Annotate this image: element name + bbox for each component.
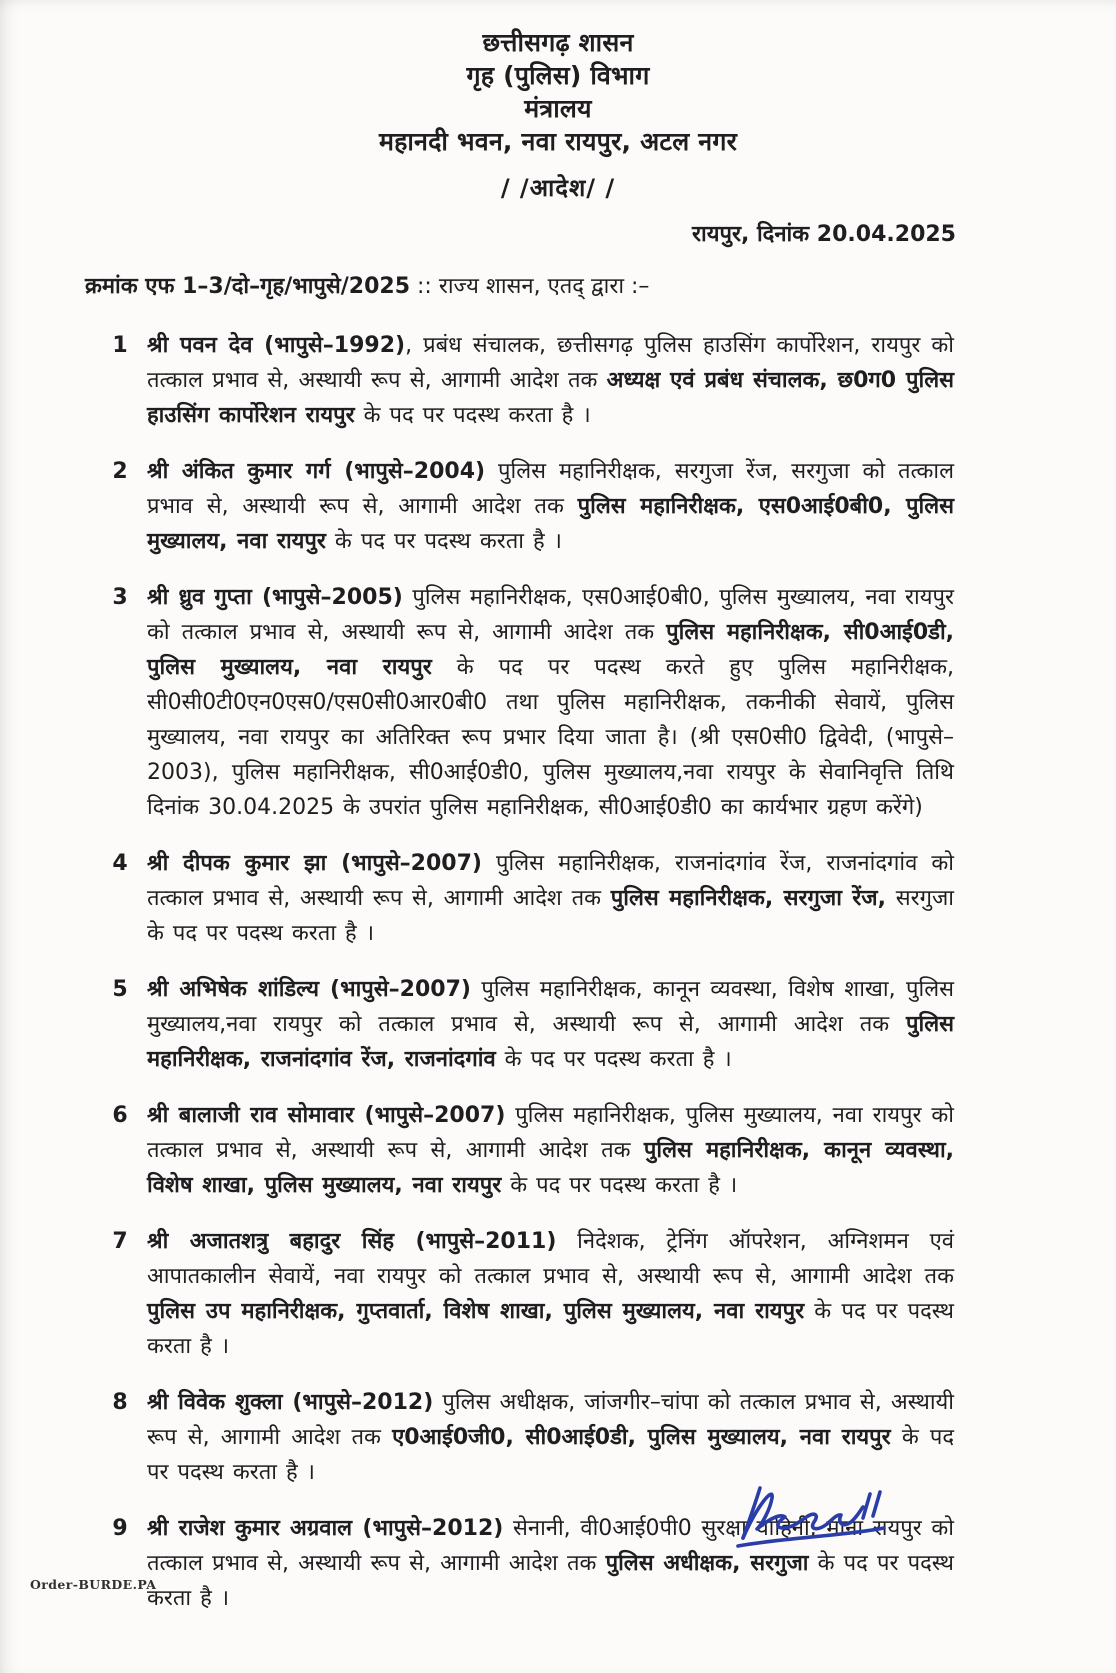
order-item-4: [0, 846, 1116, 951]
item-paragraph: [147, 454, 954, 559]
item-text: पुलिस महानिरीक्षक, राजनांदगांव रेंज, राजनांदगांव को तत्काल प्रभाव से, अस्थायी रूप से, आगामी आदेश तक: [147, 851, 954, 911]
header-ministry: मंत्रालय: [524, 94, 592, 123]
officer-name-bold: श्री बालाजी राव सोमावार (भापुसे–2007): [147, 1103, 506, 1128]
item-number: 9: [112, 1516, 128, 1541]
item-number: 7: [112, 1229, 128, 1254]
item-text-tail: के पद पर पदस्थ करते हुए पुलिस महानिरीक्षक, सी0सी0टी0एन0एस0/एस0सी0आर0बी0 तथा पुलिस महानिरीक्षक, तकनीकी सेवायें, पुलिस मुख्यालय, नवा रायपुर का अतिरिक्त रूप प्रभार दिया जाता है। (श्री एस0सी0 द्विवेदी, (भापुसे–2003), पुलिस महानिरीक्षक, सी0आई0डी0, पुलिस मुख्यालय,नवा रायपुर के सेवानिवृत्ति तिथि दिनांक 30.04.2025 के उपरांत पुलिस महानिरीक्षक, सी0आई0डी0 का कार्यभार ग्रहण करेंगे): [147, 655, 954, 820]
header-government-name: छत्तीसगढ़ शासन: [482, 28, 634, 57]
item-text: पुलिस महानिरीक्षक, पुलिस मुख्यालय, नवा रायपुर को तत्काल प्रभाव से, अस्थायी रूप से, आगामी आदेश तक: [147, 1103, 954, 1163]
order-items-list: [0, 328, 1116, 1616]
item-text: पुलिस महानिरीक्षक, सरगुजा रेंज, सरगुजा को तत्काल प्रभाव से, अस्थायी रूप से, आगामी आदेश तक: [147, 459, 954, 519]
officer-name-bold: श्री अंकित कुमार गर्ग (भापुसे–2004): [147, 459, 486, 484]
new-posting-bold: पुलिस उप महानिरीक्षक, गुप्तवार्ता, विशेष शाखा, पुलिस मुख्यालय, नवा रायपुर: [147, 1299, 805, 1324]
new-posting-bold: पुलिस महानिरीक्षक, सरगुजा रेंज,: [610, 886, 886, 911]
order-item-6: [0, 1098, 1116, 1203]
item-text: , प्रबंध संचालक, छत्तीसगढ़ पुलिस हाउसिंग कार्पोरेशन, रायपुर को तत्काल प्रभाव से, अस्थायी रूप से, आगामी आदेश तक: [147, 333, 954, 393]
new-posting-bold: ए0आई0जी0, सी0आई0डी, पुलिस मुख्यालय, नवा रायपुर: [392, 1425, 891, 1450]
order-item-3: [0, 580, 1116, 825]
item-number: 5: [112, 977, 128, 1002]
footer-file-code: Order-BURDE.PA: [30, 1577, 157, 1592]
order-title: / /आदेश/ /: [500, 174, 616, 202]
item-number: 1: [112, 333, 128, 358]
item-text: निदेशक, ट्रेनिंग ऑपरेशन, अग्निशमन एवं आपातकालीन सेवायें, नवा रायपुर को तत्काल प्रभाव से, अस्थायी रूप से, आगामी आदेश तक: [147, 1229, 954, 1289]
reference-number: क्रमांक एफ 1–3/दो–गृह/भापुसे/2025: [85, 274, 411, 299]
place-and-date: रायपुर, दिनांक 20.04.2025: [692, 222, 956, 247]
order-item-7: [0, 1224, 1116, 1364]
new-posting-bold: अध्यक्ष एवं प्रबंध संचालक, छ0ग0 पुलिस हाउसिंग कार्पोरेशन रायपुर: [147, 368, 954, 428]
officer-name-bold: श्री दीपक कुमार झा (भापुसे–2007): [147, 851, 482, 876]
reference-rest: :: राज्य शासन, एतद् द्वारा :–: [410, 274, 650, 299]
item-text-tail: के पद पर पदस्थ करता है ।: [495, 1047, 732, 1072]
item-number: 6: [112, 1103, 128, 1128]
handwritten-signature-icon: [730, 1478, 908, 1556]
item-paragraph: [147, 1224, 954, 1364]
new-posting-bold: पुलिस महानिरीक्षक, कानून व्यवस्था, विशेष शाखा, पुलिस मुख्यालय, नवा रायपुर: [147, 1138, 954, 1198]
officer-name-bold: श्री राजेश कुमार अग्रवाल (भापुसे–2012): [147, 1516, 504, 1541]
item-paragraph: [147, 1385, 954, 1490]
order-item-8: [0, 1385, 1116, 1490]
document-header: [0, 0, 1116, 158]
item-paragraph: [147, 580, 954, 825]
header-department-name: गृह (पुलिस) विभाग: [466, 61, 650, 90]
order-item-5: [0, 972, 1116, 1077]
order-item-2: [0, 454, 1116, 559]
item-paragraph: [147, 846, 954, 951]
order-item-9: [0, 1511, 1116, 1616]
new-posting-bold: पुलिस महानिरीक्षक, सी0आई0डी, पुलिस मुख्यालय, नवा रायपुर: [147, 620, 954, 680]
item-text-tail: के पद पर पदस्थ करता है ।: [325, 529, 562, 554]
item-text: पुलिस महानिरीक्षक, एस0आई0बी0, पुलिस मुख्यालय, नवा रायपुर को तत्काल प्रभाव से, अस्थायी रूप से, आगामी आदेश तक: [147, 585, 954, 645]
officer-name-bold: श्री विवेक शुक्ला (भापुसे–2012): [147, 1390, 434, 1415]
order-item-1: [0, 328, 1116, 433]
officer-name-bold: श्री अभिषेक शांडिल्य (भापुसे–2007): [147, 977, 471, 1002]
item-text-tail: के पद पर पदस्थ करता है ।: [354, 403, 591, 428]
new-posting-bold: पुलिस महानिरीक्षक, राजनांदगांव रेंज, राजनांदगांव: [147, 1012, 954, 1072]
item-text: सेनानी, वी0आई0पी0 सुरक्षा वाहिनी, माना रायपुर को तत्काल प्रभाव से, अस्थायी रूप से, आगामी आदेश तक: [147, 1516, 954, 1576]
new-posting-bold: पुलिस महानिरीक्षक, एस0आई0बी0, पुलिस मुख्यालय, नवा रायपुर: [147, 494, 954, 554]
item-text-tail: के पद पर पदस्थ करता है ।: [501, 1173, 738, 1198]
item-paragraph: [147, 972, 954, 1077]
item-text: पुलिस अधीक्षक, जांजगीर–चांपा को तत्काल प्रभाव से, अस्थायी रूप से, आगामी आदेश तक: [147, 1390, 955, 1450]
item-number: 4: [112, 851, 128, 876]
item-text: पुलिस महानिरीक्षक, कानून व्यवस्था, विशेष शाखा, पुलिस मुख्यालय,नवा रायपुर को तत्काल प्रभाव से, अस्थायी रूप से, आगामी आदेश तक: [147, 977, 954, 1037]
reference-line: [0, 270, 1116, 304]
item-paragraph: [147, 328, 954, 433]
item-text-tail: के पद पर पदस्थ करता है ।: [147, 1299, 954, 1359]
new-posting-bold: पुलिस अधीक्षक, सरगुजा: [605, 1551, 809, 1576]
item-text-tail: सरगुजा के पद पर पदस्थ करता है ।: [147, 886, 954, 946]
item-paragraph: [147, 1098, 954, 1203]
item-number: 2: [112, 459, 128, 484]
item-text-tail: के पद पर पदस्थ करता है ।: [147, 1425, 955, 1485]
header-address: महानदी भवन, नवा रायपुर, अटल नगर: [378, 127, 738, 156]
officer-name-bold: श्री अजातशत्रु बहादुर सिंह (भापुसे–2011): [147, 1229, 557, 1254]
officer-name-bold: श्री पवन देव (भापुसे–1992): [147, 333, 406, 358]
item-text-tail: के पद पर पदस्थ करता है ।: [147, 1551, 954, 1611]
officer-name-bold: श्री ध्रुव गुप्ता (भापुसे–2005): [147, 585, 403, 610]
item-number: 3: [112, 585, 128, 610]
item-number: 8: [112, 1390, 128, 1415]
